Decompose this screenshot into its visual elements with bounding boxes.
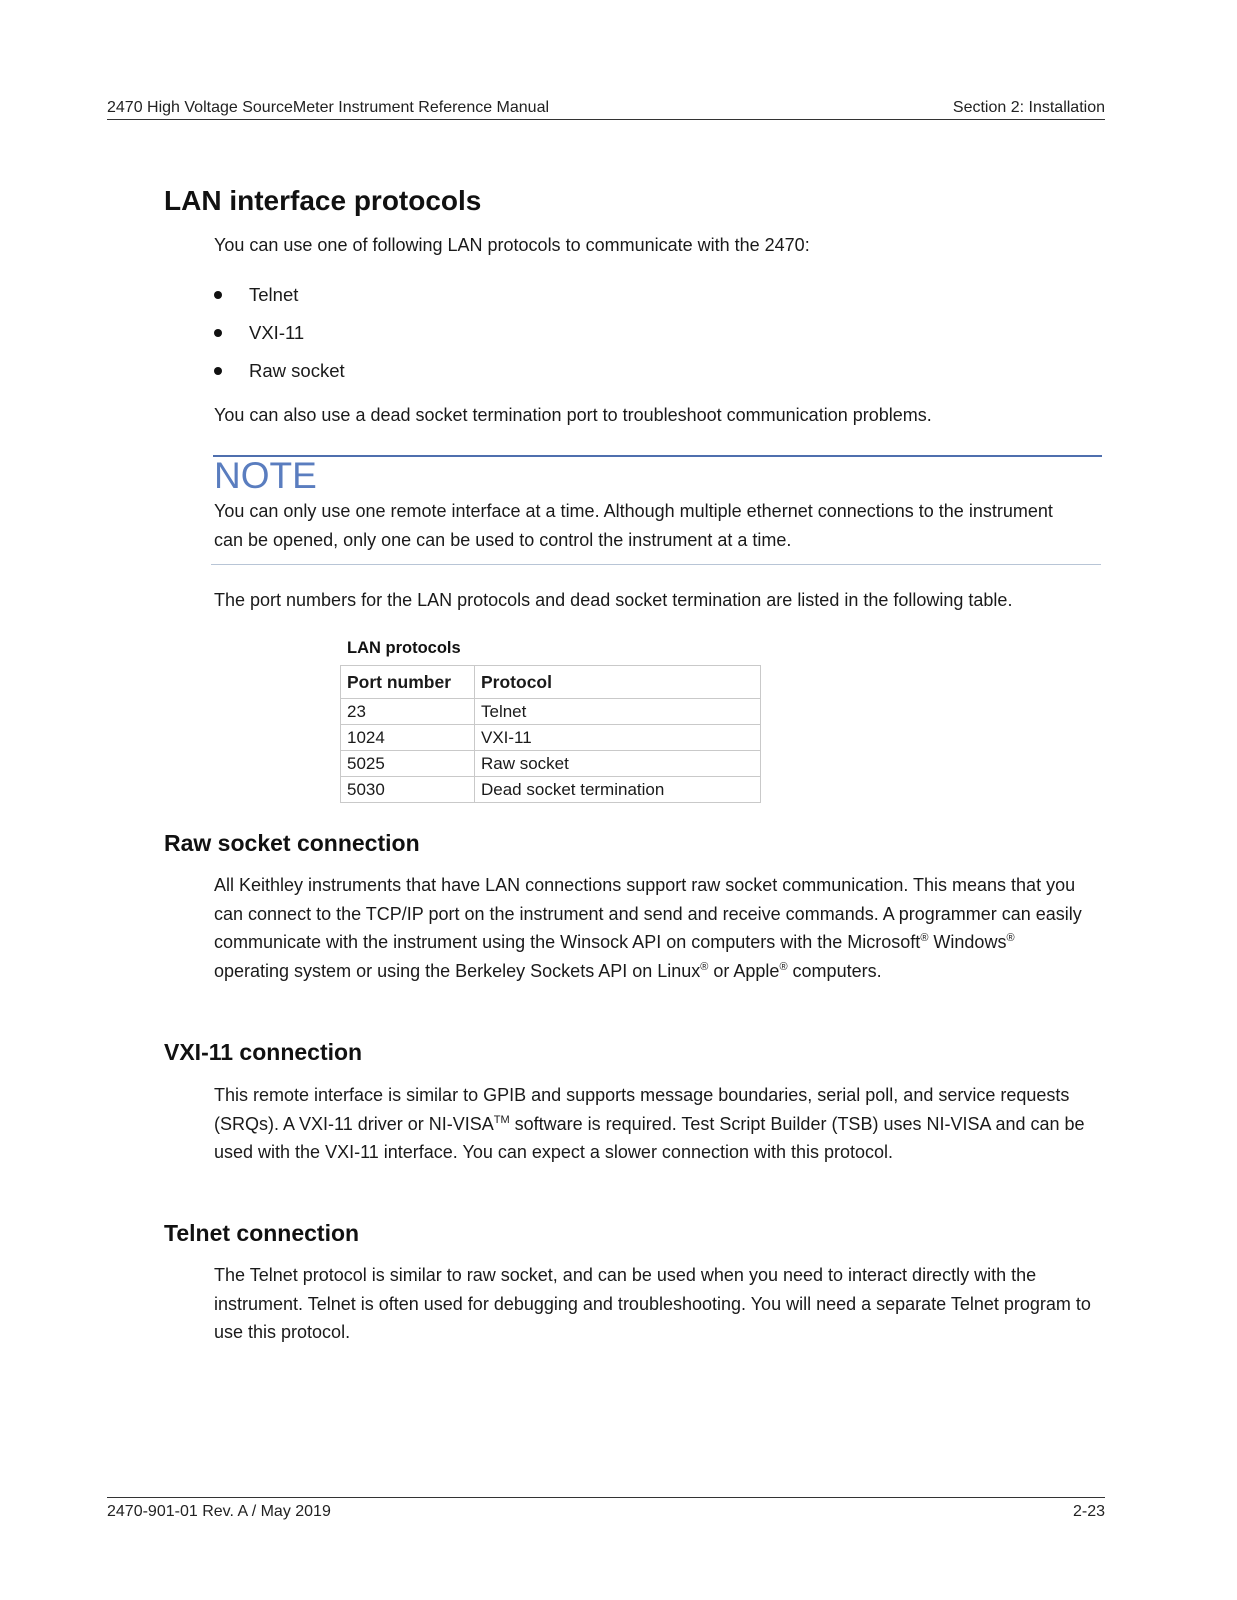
note-title: NOTE: [214, 455, 317, 496]
table-row: [341, 751, 761, 777]
table-row: [341, 777, 761, 803]
page-header: [107, 99, 1105, 120]
bullet-icon: [214, 291, 222, 299]
registered-mark: ®: [779, 960, 788, 973]
raw-socket-paragraph: All Keithley instruments that have LAN connections support raw socket communication. This means that you can connect to the TCP/IP port on the instrument and send and receive commands. A programmer can easily communicate with the instrument using the Winsock API on computers with the Microsoft® Windows® operating system or using the Berkeley Sockets API on Linux® or Apple® computers.: [214, 875, 1082, 981]
registered-mark: ®: [920, 932, 929, 944]
page-title: LAN interface protocols: [164, 185, 482, 216]
list-item: VXI-11: [214, 319, 345, 357]
port-cell: 1024: [341, 725, 475, 751]
list-item: Telnet: [214, 281, 345, 319]
protocol-cell: VXI-11: [475, 725, 761, 751]
port-cell: 23: [341, 699, 475, 725]
header-section: Section 2: Installation: [952, 99, 1105, 116]
protocol-cell: Dead socket termination: [475, 777, 761, 803]
ports-paragraph: The port numbers for the LAN protocols and dead socket termination are listed in the following table.: [214, 590, 1013, 610]
column-header-port: Port number: [341, 666, 475, 699]
vxi-11-heading: VXI-11 connection: [164, 1039, 363, 1065]
bullet-icon: [214, 329, 222, 337]
table-row: [341, 699, 761, 725]
vxi-11-paragraph: This remote interface is similar to GPIB and supports message boundaries, serial poll, and service requests (SRQs). A VXI-11 driver or NI-VISA™ software is required. Test Script Builder (TSB) uses NI-VISA and can be used with the VXI-11 interface. You can expect a slower connection with this protocol.: [214, 1085, 1085, 1162]
column-header-protocol: Protocol: [475, 666, 761, 699]
list-item: Raw socket: [214, 357, 345, 395]
table-header-row: [341, 666, 761, 699]
page-footer: [107, 1497, 1105, 1520]
protocol-cell: Raw socket: [475, 751, 761, 777]
note-bottom-rule: [211, 564, 1101, 565]
registered-mark: ®: [1006, 932, 1015, 944]
telnet-paragraph: The Telnet protocol is similar to raw socket, and can be used when you need to interact directly with the instrument. Telnet is often used for debugging and troubleshooting. You will need a separate Telnet program to use this protocol.: [214, 1265, 1091, 1342]
raw-socket-heading: Raw socket connection: [164, 830, 420, 856]
protocol-cell: Telnet: [475, 699, 761, 725]
header-manual-title: 2470 High Voltage SourceMeter Instrument Reference Manual: [107, 99, 550, 116]
registered-mark: ®: [700, 960, 709, 973]
lan-protocols-table: [340, 665, 761, 803]
port-cell: 5025: [341, 751, 475, 777]
dead-socket-paragraph: You can also use a dead socket termination port to troubleshoot communication problems.: [214, 405, 932, 425]
note-top-rule: [213, 455, 1102, 457]
port-cell: 5030: [341, 777, 475, 803]
protocol-list: [214, 281, 345, 395]
table-row: [341, 725, 761, 751]
table-caption: LAN protocols: [347, 639, 461, 657]
footer-document-number: 2470-901-01 Rev. A / May 2019: [107, 1503, 331, 1520]
intro-paragraph: You can use one of following LAN protocols to communicate with the 2470:: [214, 235, 810, 255]
page-number: 2-23: [1072, 1503, 1105, 1520]
note-text: You can only use one remote interface at a time. Although multiple ethernet connections to the instrument can be opened, only one can be used to control the instrument at a time.: [214, 501, 1053, 550]
telnet-heading: Telnet connection: [164, 1220, 360, 1246]
bullet-icon: [214, 367, 222, 375]
trademark-mark: TM: [493, 1113, 510, 1126]
